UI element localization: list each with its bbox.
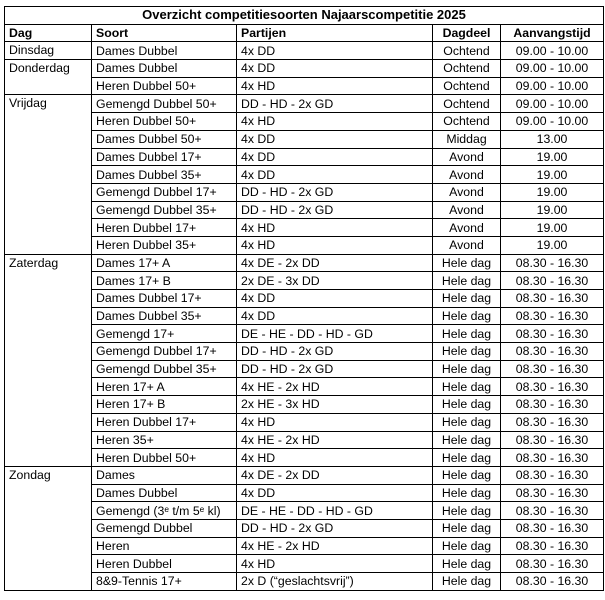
dagdeel-cell: Avond [433, 148, 501, 166]
table-row [5, 272, 604, 290]
soort-cell: Gemengd Dubbel 50+ [92, 95, 237, 113]
soort-cell: Heren [92, 537, 237, 555]
soort-cell: Dames Dubbel [92, 42, 237, 60]
partijen-cell: 4x DD [237, 130, 433, 148]
table-row [5, 95, 604, 113]
dagdeel-cell: Hele dag [433, 307, 501, 325]
dagdeel-cell: Avond [433, 166, 501, 184]
aanvangstijd-cell: 09.00 - 10.00 [501, 77, 604, 95]
table-row [5, 290, 604, 308]
aanvangstijd-cell: 08.30 - 16.30 [501, 378, 604, 396]
table-row [5, 378, 604, 396]
table-row [5, 148, 604, 166]
aanvangstijd-cell: 08.30 - 16.30 [501, 484, 604, 502]
header-row [5, 24, 604, 42]
soort-cell: Dames [92, 466, 237, 484]
aanvangstijd-cell: 08.30 - 16.30 [501, 396, 604, 414]
soort-cell: Dames Dubbel 50+ [92, 130, 237, 148]
table-row [5, 77, 604, 95]
soort-cell: Heren Dubbel 17+ [92, 219, 237, 237]
partijen-cell: 4x DD [237, 307, 433, 325]
partijen-cell: 4x HD [237, 236, 433, 254]
partijen-cell: 4x DD [237, 166, 433, 184]
table-row [5, 396, 604, 414]
soort-cell: Heren 17+ A [92, 378, 237, 396]
table-row [5, 431, 604, 449]
aanvangstijd-cell: 08.30 - 16.30 [501, 307, 604, 325]
table-row [5, 413, 604, 431]
dagdeel-cell: Hele dag [433, 466, 501, 484]
aanvangstijd-cell: 09.00 - 10.00 [501, 113, 604, 131]
soort-cell: Heren Dubbel 50+ [92, 113, 237, 131]
table-row [5, 60, 604, 78]
table-row [5, 360, 604, 378]
aanvangstijd-cell: 08.30 - 16.30 [501, 502, 604, 520]
aanvangstijd-cell: 19.00 [501, 183, 604, 201]
day-cell: Zondag [5, 466, 92, 590]
aanvangstijd-cell: 08.30 - 16.30 [501, 449, 604, 467]
day-cell: Dinsdag [5, 42, 92, 60]
soort-cell: Dames Dubbel 35+ [92, 307, 237, 325]
partijen-cell: 4x DD [237, 60, 433, 78]
soort-cell: 8&9-Tennis 17+ [92, 573, 237, 591]
dagdeel-cell: Hele dag [433, 431, 501, 449]
soort-cell: Heren Dubbel 17+ [92, 413, 237, 431]
dagdeel-cell: Hele dag [433, 290, 501, 308]
partijen-cell: 4x HE - 2x HD [237, 378, 433, 396]
partijen-cell: 4x DD [237, 484, 433, 502]
soort-cell: Dames Dubbel [92, 60, 237, 78]
dagdeel-cell: Avond [433, 236, 501, 254]
header-dag: Dag [5, 24, 92, 42]
partijen-cell: 4x HE - 2x HD [237, 537, 433, 555]
dagdeel-cell: Hele dag [433, 537, 501, 555]
table-row [5, 219, 604, 237]
soort-cell: Dames Dubbel 17+ [92, 290, 237, 308]
aanvangstijd-cell: 08.30 - 16.30 [501, 290, 604, 308]
soort-cell: Heren Dubbel 50+ [92, 449, 237, 467]
soort-cell: Dames 17+ B [92, 272, 237, 290]
dagdeel-cell: Hele dag [433, 343, 501, 361]
soort-cell: Heren Dubbel [92, 555, 237, 573]
soort-cell: Heren 17+ B [92, 396, 237, 414]
partijen-cell: 4x DD [237, 148, 433, 166]
dagdeel-cell: Hele dag [433, 378, 501, 396]
partijen-cell: DD - HD - 2x GD [237, 360, 433, 378]
partijen-cell: 2x DE - 3x DD [237, 272, 433, 290]
day-cell: Vrijdag [5, 95, 92, 254]
soort-cell: Gemengd (3ᵉ t/m 5ᵉ kl) [92, 502, 237, 520]
soort-cell: Dames Dubbel 17+ [92, 148, 237, 166]
table-row [5, 307, 604, 325]
day-cell: Donderdag [5, 60, 92, 95]
table-row [5, 236, 604, 254]
dagdeel-cell: Avond [433, 219, 501, 237]
partijen-cell: 4x HD [237, 449, 433, 467]
soort-cell: Gemengd Dubbel 35+ [92, 201, 237, 219]
header-aanvangstijd: Aanvangstijd [501, 24, 604, 42]
table-row [5, 325, 604, 343]
table-row [5, 343, 604, 361]
aanvangstijd-cell: 09.00 - 10.00 [501, 42, 604, 60]
aanvangstijd-cell: 09.00 - 10.00 [501, 60, 604, 78]
dagdeel-cell: Ochtend [433, 113, 501, 131]
aanvangstijd-cell: 19.00 [501, 166, 604, 184]
dagdeel-cell: Ochtend [433, 42, 501, 60]
partijen-cell: 4x DE - 2x DD [237, 254, 433, 272]
competition-overview-sheet [4, 6, 603, 591]
partijen-cell: 4x HD [237, 77, 433, 95]
dagdeel-cell: Hele dag [433, 254, 501, 272]
table-body [5, 42, 604, 590]
partijen-cell: DD - HD - 2x GD [237, 95, 433, 113]
partijen-cell: 2x HE - 3x HD [237, 396, 433, 414]
dagdeel-cell: Middag [433, 130, 501, 148]
dagdeel-cell: Hele dag [433, 360, 501, 378]
aanvangstijd-cell: 09.00 - 10.00 [501, 95, 604, 113]
dagdeel-cell: Ochtend [433, 60, 501, 78]
partijen-cell: 4x HD [237, 219, 433, 237]
dagdeel-cell: Hele dag [433, 519, 501, 537]
table-row [5, 573, 604, 591]
aanvangstijd-cell: 08.30 - 16.30 [501, 413, 604, 431]
soort-cell: Gemengd 17+ [92, 325, 237, 343]
soort-cell: Heren Dubbel 35+ [92, 236, 237, 254]
aanvangstijd-cell: 19.00 [501, 201, 604, 219]
table-title: Overzicht competitiesoorten Najaarscompetitie 2025 [5, 7, 604, 25]
table-row [5, 449, 604, 467]
table-row [5, 113, 604, 131]
dagdeel-cell: Hele dag [433, 449, 501, 467]
partijen-cell: DD - HD - 2x GD [237, 519, 433, 537]
partijen-cell: 2x D (“geslachtsvrij”) [237, 573, 433, 591]
table-row [5, 466, 604, 484]
soort-cell: Dames 17+ A [92, 254, 237, 272]
soort-cell: Dames Dubbel [92, 484, 237, 502]
table-row [5, 130, 604, 148]
aanvangstijd-cell: 08.30 - 16.30 [501, 360, 604, 378]
dagdeel-cell: Avond [433, 183, 501, 201]
table-row [5, 519, 604, 537]
aanvangstijd-cell: 08.30 - 16.30 [501, 537, 604, 555]
table-row [5, 42, 604, 60]
header-soort: Soort [92, 24, 237, 42]
dagdeel-cell: Hele dag [433, 396, 501, 414]
dagdeel-cell: Hele dag [433, 484, 501, 502]
table-row [5, 555, 604, 573]
aanvangstijd-cell: 08.30 - 16.30 [501, 555, 604, 573]
table-row [5, 484, 604, 502]
aanvangstijd-cell: 08.30 - 16.30 [501, 431, 604, 449]
table-row [5, 254, 604, 272]
aanvangstijd-cell: 19.00 [501, 236, 604, 254]
soort-cell: Heren Dubbel 50+ [92, 77, 237, 95]
aanvangstijd-cell: 08.30 - 16.30 [501, 254, 604, 272]
aanvangstijd-cell: 08.30 - 16.30 [501, 519, 604, 537]
header-dagdeel: Dagdeel [433, 24, 501, 42]
table-row [5, 166, 604, 184]
partijen-cell: DE - HE - DD - HD - GD [237, 502, 433, 520]
dagdeel-cell: Ochtend [433, 95, 501, 113]
table-row [5, 502, 604, 520]
dagdeel-cell: Hele dag [433, 555, 501, 573]
dagdeel-cell: Hele dag [433, 573, 501, 591]
dagdeel-cell: Hele dag [433, 413, 501, 431]
aanvangstijd-cell: 19.00 [501, 148, 604, 166]
table-row [5, 201, 604, 219]
soort-cell: Gemengd Dubbel 17+ [92, 343, 237, 361]
soort-cell: Gemengd Dubbel [92, 519, 237, 537]
soort-cell: Dames Dubbel 35+ [92, 166, 237, 184]
dagdeel-cell: Hele dag [433, 502, 501, 520]
aanvangstijd-cell: 19.00 [501, 219, 604, 237]
partijen-cell: DD - HD - 2x GD [237, 343, 433, 361]
aanvangstijd-cell: 08.30 - 16.30 [501, 466, 604, 484]
dagdeel-cell: Avond [433, 201, 501, 219]
soort-cell: Heren 35+ [92, 431, 237, 449]
aanvangstijd-cell: 08.30 - 16.30 [501, 272, 604, 290]
soort-cell: Gemengd Dubbel 17+ [92, 183, 237, 201]
partijen-cell: 4x DD [237, 290, 433, 308]
partijen-cell: 4x DD [237, 42, 433, 60]
dagdeel-cell: Hele dag [433, 325, 501, 343]
partijen-cell: 4x HD [237, 413, 433, 431]
dagdeel-cell: Hele dag [433, 272, 501, 290]
aanvangstijd-cell: 08.30 - 16.30 [501, 325, 604, 343]
dagdeel-cell: Ochtend [433, 77, 501, 95]
partijen-cell: 4x HD [237, 113, 433, 131]
aanvangstijd-cell: 13.00 [501, 130, 604, 148]
day-cell: Zaterdag [5, 254, 92, 466]
partijen-cell: 4x HD [237, 555, 433, 573]
partijen-cell: 4x DE - 2x DD [237, 466, 433, 484]
header-partijen: Partijen [237, 24, 433, 42]
aanvangstijd-cell: 08.30 - 16.30 [501, 573, 604, 591]
table-row [5, 183, 604, 201]
soort-cell: Gemengd Dubbel 35+ [92, 360, 237, 378]
partijen-cell: DE - HE - DD - HD - GD [237, 325, 433, 343]
partijen-cell: DD - HD - 2x GD [237, 183, 433, 201]
competition-table [4, 6, 604, 591]
partijen-cell: 4x HE - 2x HD [237, 431, 433, 449]
partijen-cell: DD - HD - 2x GD [237, 201, 433, 219]
aanvangstijd-cell: 08.30 - 16.30 [501, 343, 604, 361]
table-row [5, 537, 604, 555]
